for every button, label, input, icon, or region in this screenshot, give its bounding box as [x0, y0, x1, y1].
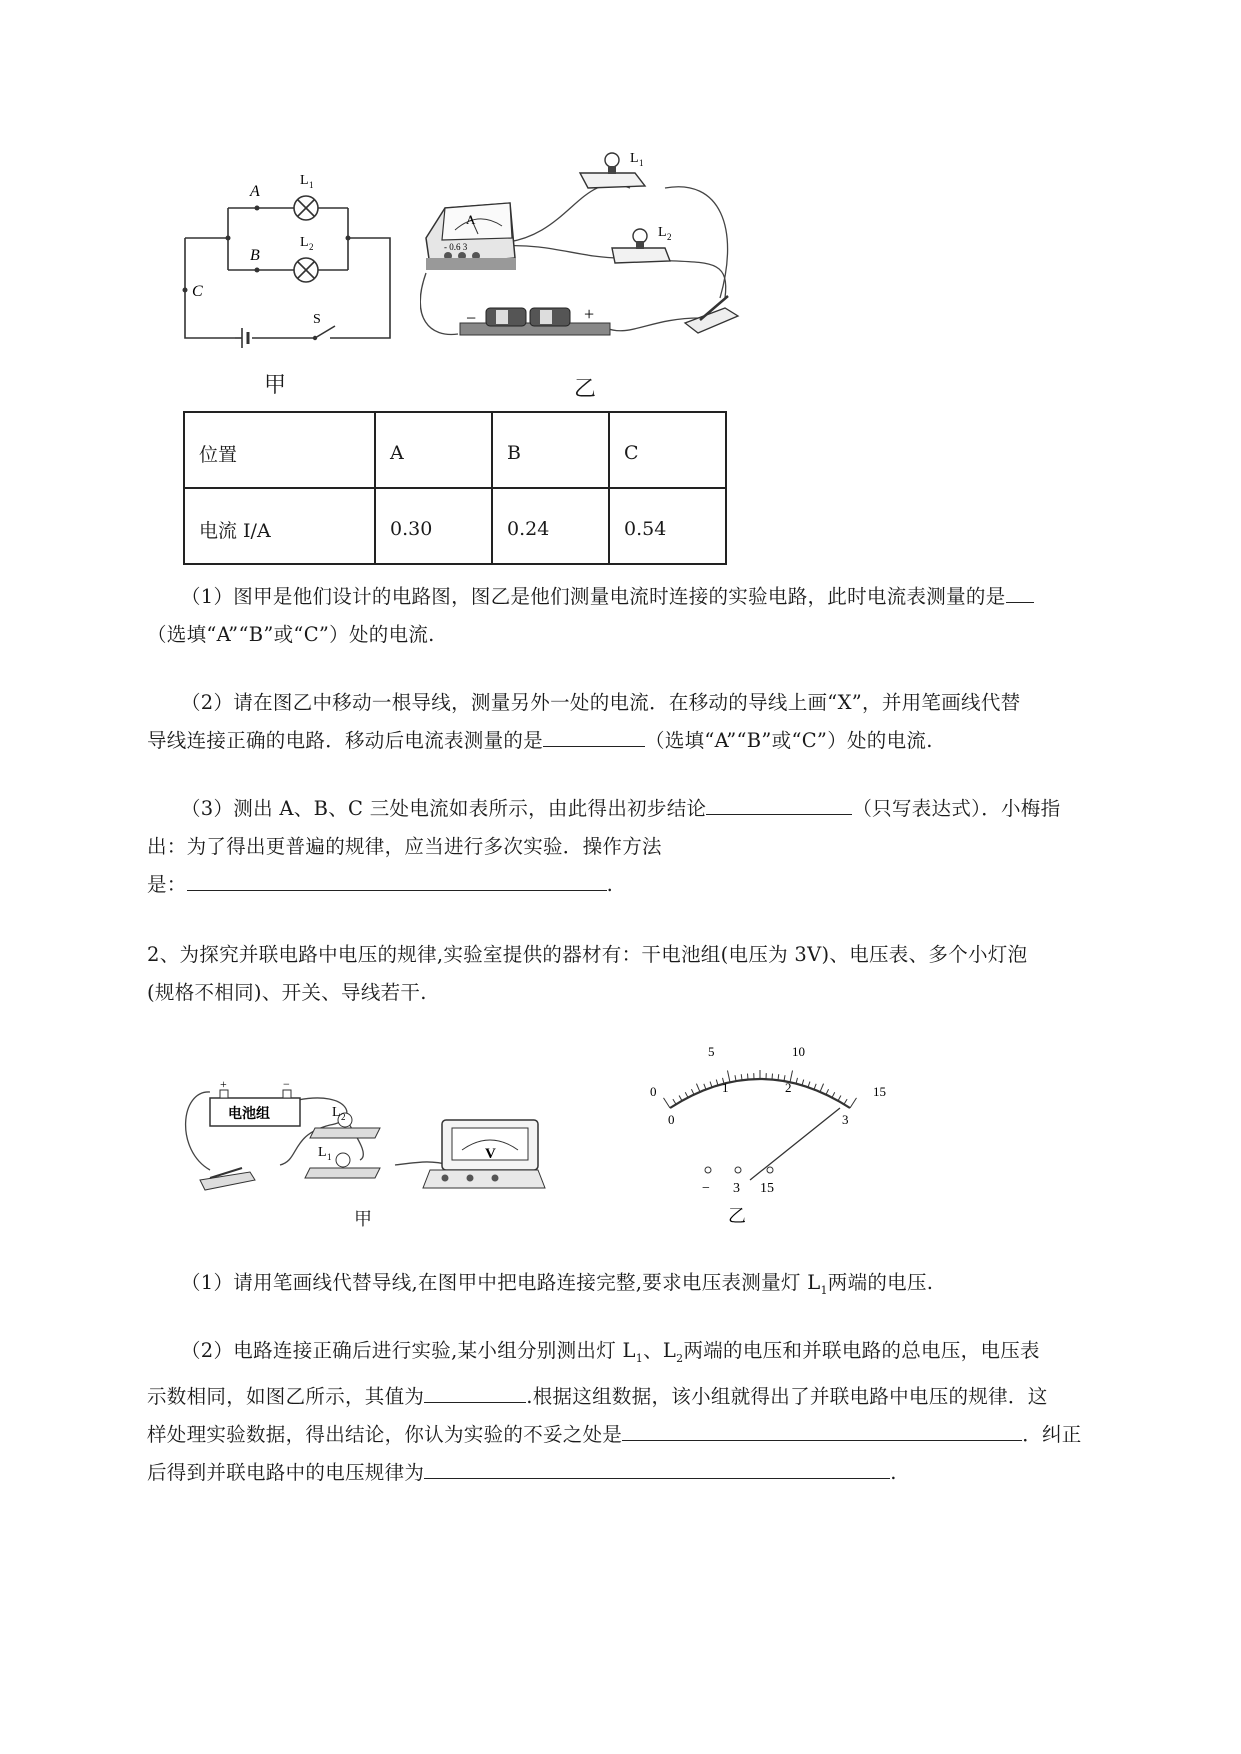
q1-p3-line1b: （只写表达式）．小梅指: [852, 797, 1061, 820]
dial-tick: [673, 1099, 676, 1104]
q2-p2-line4b: .: [890, 1460, 897, 1484]
cell-a: 0.30: [375, 488, 492, 564]
voltage-lamp-l1: [305, 1153, 380, 1178]
q2-p2-line2b: .根据这组数据，该小组就得出了并联电路中电压的规律．这: [526, 1384, 1048, 1408]
inner-scale-1: 1: [722, 1080, 729, 1095]
v-lamp-l1-sub: 1: [327, 1152, 332, 1162]
q2-p1a: （1）请用笔画线代替导线,在图甲中把电路连接完整,要求电压表测量灯 L: [181, 1271, 821, 1294]
v-lamp-l1-label: L: [318, 1145, 327, 1160]
dial-tick: [838, 1096, 841, 1101]
header-a: A: [375, 412, 492, 488]
outer-scale-0: 0: [650, 1084, 657, 1099]
v-lamp-l2-label: L: [332, 1105, 341, 1120]
q1-p1-blank[interactable]: [1006, 580, 1034, 603]
lamp-l1-label: L: [300, 173, 309, 188]
battery-plus-label: +: [584, 304, 595, 324]
current-table: [183, 411, 727, 565]
figure2-yi-label: 乙: [728, 1206, 746, 1226]
dial-tick: [772, 1074, 773, 1080]
dial-needle: [750, 1108, 840, 1180]
outer-scale-15: 15: [873, 1084, 886, 1099]
dial-tick: [710, 1082, 712, 1088]
battery-minus-sign: −: [283, 1080, 290, 1091]
q1-p2-line2a: 导线连接正确的电路．移动后电流表测量的是: [147, 729, 544, 752]
q2-part1: [147, 1264, 1147, 1310]
q1-p3-blank1[interactable]: [706, 792, 852, 815]
q2-p2-line3a: 样处理实验数据，得出结论，你认为实验的不妥之处是: [147, 1422, 623, 1446]
node-c-label: C: [192, 283, 203, 300]
yi-lamp-l1-label: L: [630, 151, 639, 166]
dial-tick: [663, 1098, 670, 1108]
figure-yi-label: 乙: [574, 377, 597, 402]
dial-tick: [704, 1084, 706, 1090]
dial-tick: [679, 1096, 682, 1101]
table-row: [184, 488, 726, 564]
dial-tick: [820, 1084, 824, 1092]
dial-tick: [808, 1082, 810, 1088]
cell-c: 0.54: [609, 488, 726, 564]
ammeter-terminals: - 0.6 3: [444, 242, 468, 252]
dial-tick: [685, 1092, 688, 1097]
q1-part2: [147, 684, 1147, 760]
dial-tick: [696, 1084, 700, 1092]
q1-p1-line1: （1）图甲是他们设计的电路图，图乙是他们测量电流时连接的实验电路，此时电流表测量的是: [181, 585, 1006, 608]
inner-scale-3: 3: [842, 1112, 849, 1127]
yi-lamp-l1-sub: 1: [639, 158, 644, 168]
node-b-label: B: [250, 247, 260, 264]
node-a-label: A: [250, 183, 260, 200]
header-b: B: [492, 412, 609, 488]
outer-scale-10: 10: [792, 1044, 805, 1059]
dial-tick: [691, 1089, 694, 1094]
inner-scale-0: 0: [668, 1112, 675, 1127]
voltmeter-letter: V: [485, 1146, 496, 1162]
q2-p1b: 两端的电压.: [827, 1271, 934, 1294]
terminal-15: 15: [760, 1181, 774, 1196]
switch-label: S: [313, 312, 321, 327]
battery-minus-label: −: [466, 308, 477, 328]
yi-lamp-l2-label: L: [658, 225, 667, 240]
q2-p2-sub2: 2: [676, 1351, 684, 1365]
figure2-jia-label: 甲: [354, 1209, 372, 1230]
lamp-l2-sub: 2: [309, 242, 314, 252]
dial-tick: [844, 1099, 847, 1104]
voltage-switch: [200, 1168, 255, 1190]
q1-p2-line2b: （选填“A”“B”或“C”）处的电流.: [645, 729, 933, 752]
q2-p2-line2a: 示数相同，如图乙所示，其值为: [147, 1384, 425, 1408]
q2-p1-sub: 1: [820, 1283, 828, 1297]
q1-p2-line1: （2）请在图乙中移动一根导线，测量另外一处的电流．在移动的导线上画“X”，并用笔画线代替: [181, 691, 1021, 714]
q2-p2-line3b: ．纠正: [1022, 1422, 1082, 1446]
q2-p2-line4a: 后得到并联电路中的电压规律为: [147, 1460, 425, 1484]
table-header-row: [184, 412, 726, 488]
q1-part3: [147, 790, 1147, 904]
q1-p3-line2: 出：为了得出更普遍的规律，应当进行多次实验．操作方法: [147, 835, 662, 858]
header-c: C: [609, 412, 726, 488]
terminal-3: 3: [733, 1181, 740, 1196]
q2-p2-line1a: （2）电路连接正确后进行实验,某小组分别测出灯 L: [181, 1339, 636, 1362]
q1-p3-blank2[interactable]: [187, 868, 607, 891]
voltmeter-device: [423, 1120, 545, 1188]
q2-intro-line2: (规格不相同)、开关、导线若干.: [147, 981, 427, 1004]
v-lamp-l2-sub: 2: [341, 1112, 346, 1122]
inner-scale-2: 2: [785, 1080, 792, 1095]
q2-p2-sub1: 1: [635, 1351, 644, 1365]
terminal-minus: −: [702, 1181, 710, 1196]
figure-jia-label: 甲: [264, 373, 287, 398]
battery-box-label: 电池组: [228, 1107, 270, 1122]
q1-p3-line1a: （3）测出 A、B、C 三处电流如表所示，由此得出初步结论: [181, 797, 707, 820]
dial-tick: [826, 1089, 829, 1094]
outer-scale-5: 5: [708, 1044, 715, 1059]
q2-p2-blank1[interactable]: [424, 1380, 526, 1403]
voltmeter-dial-yi: [620, 1030, 910, 1230]
cell-b: 0.24: [492, 488, 609, 564]
q2-intro: [147, 936, 1147, 1012]
dial-tick: [747, 1074, 748, 1080]
q2-part2: [147, 1332, 1147, 1492]
q2-p2-line1c: 两端的电压和并联电路的总电压，电压表: [683, 1339, 1040, 1362]
row-label: 电流 I/A: [184, 488, 375, 564]
battery-plus-sign: +: [220, 1080, 227, 1091]
yi-lamp-l2-sub: 2: [667, 232, 672, 242]
q2-intro-line1: 2、为探究并联电路中电压的规律,实验室提供的器材有：干电池组(电压为 3V)、电压表、多个小灯泡: [147, 943, 1028, 966]
q1-part1: [147, 578, 1147, 654]
lamp-l2-label: L: [300, 235, 309, 250]
header-position: 位置: [184, 412, 375, 488]
circuit-diagram-jia: [170, 160, 410, 360]
q1-p1-line2: （选填“A”“B”或“C”）处的电流.: [147, 623, 435, 646]
lamp-l1-sub: 1: [309, 180, 314, 190]
q2-p2-blank3[interactable]: [424, 1456, 890, 1479]
dial-tick: [850, 1098, 857, 1108]
q1-p3-line3a: 是：: [147, 873, 187, 896]
dial-tick: [832, 1092, 835, 1097]
physical-circuit-yi: [420, 148, 770, 368]
switch-device: [685, 296, 738, 333]
q1-p2-blank[interactable]: [543, 724, 645, 747]
dial-tick: [814, 1084, 816, 1090]
ammeter-letter: A: [466, 212, 476, 227]
q1-p3-line3b: .: [606, 873, 614, 896]
q2-p2-line1b: 、L: [643, 1339, 677, 1362]
q2-p2-blank2[interactable]: [622, 1418, 1022, 1441]
